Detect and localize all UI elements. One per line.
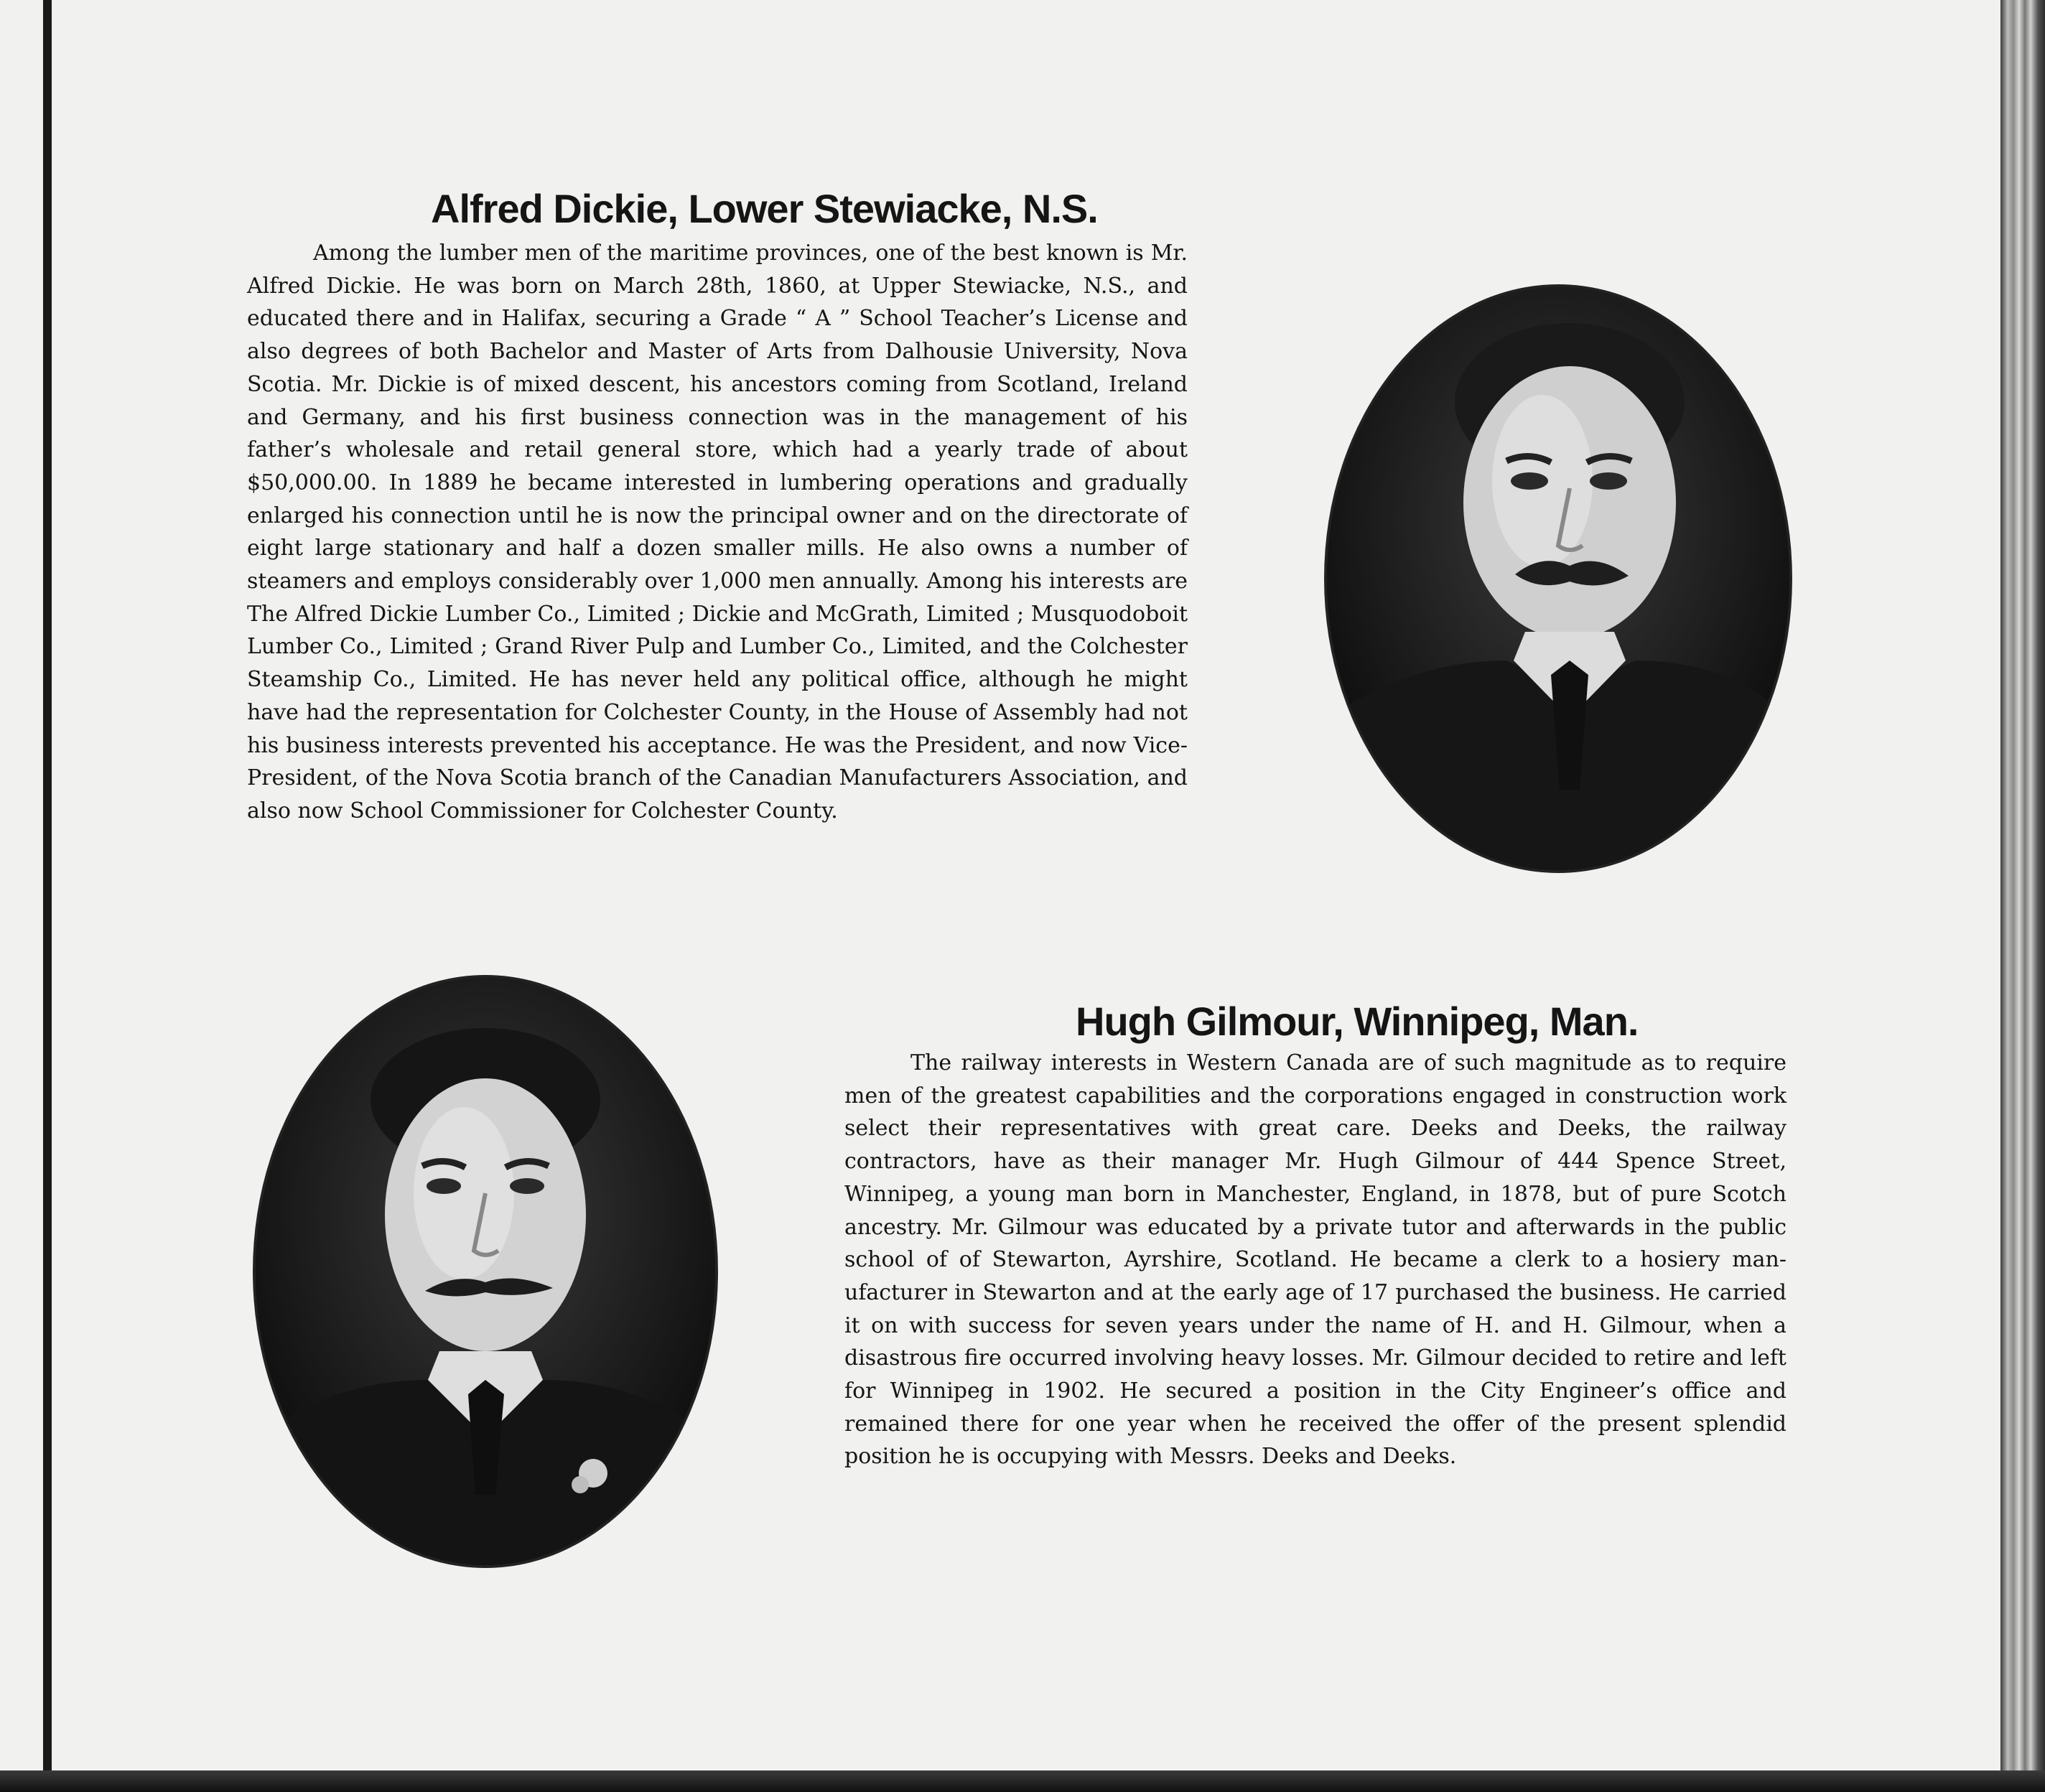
entry-body-dickie: Among the lumber men of the maritime provinces, one of the best known is Mr. Alfred Dickie. He was born on March 28th, 1860, at Upper Stewiacke, N.S., and educated there and in Halifax, securing a Grade “ A ” School Teacher’s License and also degrees of both Bachelor and Master of Arts from Dalhousie University, Nova Scotia. Mr. Dickie is of mixed descent, his ancestors coming from Scotland, Ireland and Germany, and his first business connection was in the management of his father’s wholesale and retail general store, which had a yearly trade of about $50,000.00. In 1889 he became interested in lumbering operations and gradually enlarged his connection until he is now the principal owner and on the directorate of eight large stationary and half a dozen smaller mills. He also owns a number of steamers and employs considerably over 1,000 men annually. Among his interests are The Alfred Dickie Lumber Co., Limited ; Dickie and McGrath, Limited ; Musquodoboit Lumber Co., Limited ; Grand River Pulp and Lumber Co., Limited, and the Colchester Steamship Co., Limited. He has never held any political office, although he might have had the representation for Colchester County, in the House of Assembly had not his business interests prevented his acceptance. He was the President, and now Vice-President, of the Nova Scotia branch of the Canadian Manufacturers Association, and also now School Commissioner for Colchester County. — [247, 241, 1188, 823]
page-bottom-edge — [0, 1770, 2045, 1792]
portrait-alfred-dickie — [1327, 287, 1789, 870]
entry-title-dickie: Alfred Dickie, Lower Stewiacke, N.S. — [431, 186, 1098, 231]
entry-body-gilmour: The railway interests in Western Canada are of such magnitude as to require men of the greatest capabilities and the corporations engaged in construction work select their representatives with great care. Deeks and Deeks, the railway contractors, have as their manager Mr. Hugh Gilmour of 444 Spence Street, Winnipeg, a young man born in Manchester, England, in 1878, but of pure Scotch ancestry. Mr. Gilmour was educated by a private tutor and afterwards in the public school of of Stewarton, Ayrshire, Scotland. He became a clerk to a hosiery manufacturer in Stewarton and at the early age of 17 purchased the business. He carried it on with success for seven years under the name of H. and H. Gilmour, when a disastrous fire occurred involving heavy losses. Mr. Gilmour decided to retire and left for Winnipeg in 1902. He secured a position in the City Engineer’s office and remained there for one year when he received the offer of the present splendid position he is occupying with Messrs. Deeks and Deeks. — [844, 1050, 1787, 1470]
portrait-hugh-gilmour — [256, 978, 715, 1565]
page-stack-edge — [2000, 0, 2045, 1792]
page-binding-edge — [43, 0, 52, 1792]
entry-title-gilmour: Hugh Gilmour, Winnipeg, Man. — [1076, 999, 1639, 1044]
